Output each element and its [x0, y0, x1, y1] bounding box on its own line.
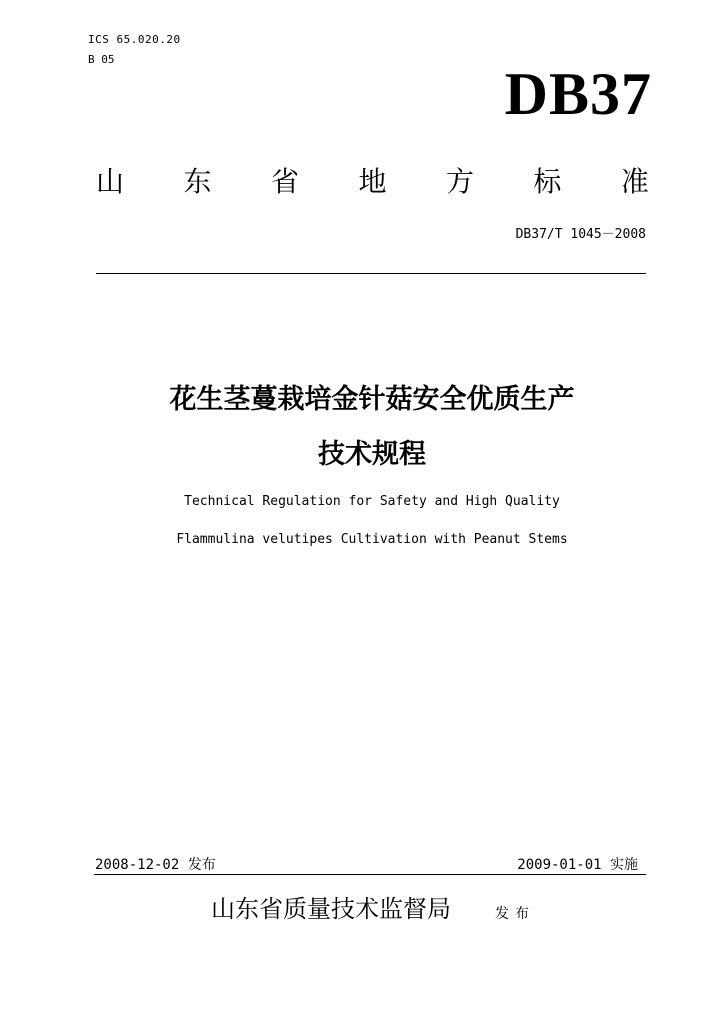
- header-divider: [96, 273, 646, 274]
- issuing-authority: 山东省质量技术监督局: [211, 895, 451, 923]
- standard-type-char: 标: [533, 165, 562, 198]
- standard-type-char: 省: [270, 165, 299, 198]
- issue-label: 发布: [495, 906, 535, 922]
- standard-number: DB37/T 1045－2008: [515, 227, 646, 242]
- standard-type-char: 东: [183, 165, 212, 198]
- standard-type-char: 地: [358, 165, 387, 198]
- standard-type-char: 方: [445, 165, 474, 198]
- standard-type-char: 准: [620, 165, 649, 198]
- ccs-code: B 05: [88, 53, 115, 66]
- ics-code: ICS 65.020.20: [88, 33, 181, 46]
- document-title-cn-line2: 技术规程: [318, 439, 426, 470]
- footer-divider: [94, 874, 646, 875]
- standard-type-char: 山: [96, 165, 125, 198]
- issue-date: 2008-12-02 发布: [95, 857, 216, 873]
- standard-type-title: [96, 165, 649, 198]
- implementation-date: 2009-01-01 实施: [517, 857, 638, 873]
- document-title-en-line2: Flammulina velutipes Cultivation with Peanut Stems: [176, 532, 568, 547]
- standard-mark: DB37: [504, 61, 652, 127]
- document-title-cn-line1: 花生茎蔓栽培金针菇安全优质生产: [169, 384, 575, 415]
- document-title-en-line1: Technical Regulation for Safety and High Quality: [184, 494, 560, 509]
